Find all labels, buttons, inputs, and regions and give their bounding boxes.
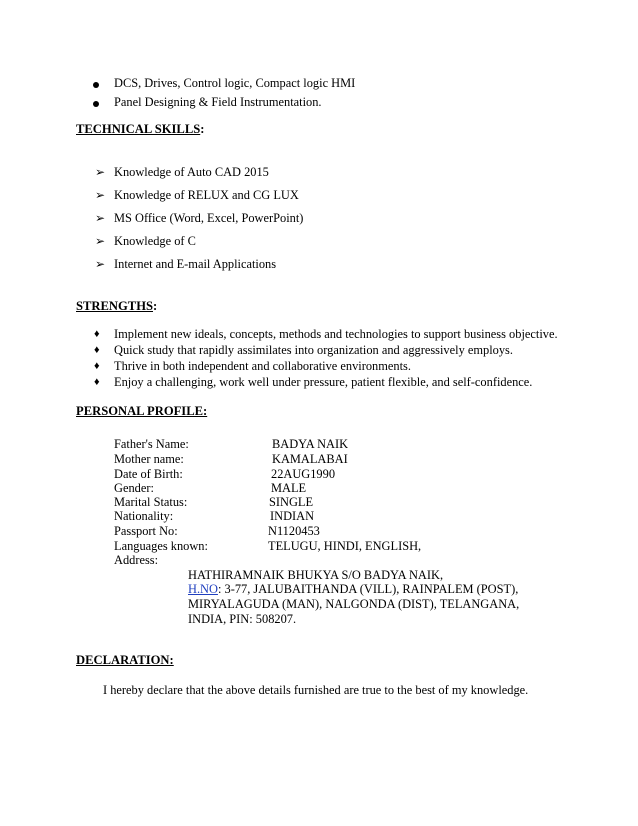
skill-item: Knowledge of RELUX and CG LUX (114, 188, 299, 202)
strengths-heading (76, 299, 157, 314)
technical-skills-heading-text: TECHNICAL SKILLS (76, 122, 201, 136)
address-label: Address: (114, 553, 159, 567)
profile-label: Passport No: (114, 524, 178, 538)
address-line: HATHIRAMNAIK BHUKYA S/O BADYA NAIK, (188, 568, 444, 582)
profile-label: Languages known: (114, 539, 208, 553)
skill-item: Knowledge of C (114, 234, 196, 248)
bullet-dot-icon (93, 101, 99, 107)
profile-value: N1120453 (268, 524, 320, 538)
heading-colon: : (153, 299, 158, 313)
profile-value: MALE (271, 481, 307, 495)
profile-label: Date of Birth: (114, 467, 183, 481)
strengths-heading-text: STRENGTHS (76, 299, 153, 313)
arrow-bullet-icon: ➢ (95, 257, 106, 271)
profile-value: TELUGU, HINDI, ENGLISH, (268, 539, 422, 553)
bullet-dot-icon (93, 82, 99, 88)
address-line: MIRYALAGUDA (MAN), NALGONDA (DIST), TELANGANA, (188, 597, 520, 611)
skill-item: MS Office (Word, Excel, PowerPoint) (114, 211, 304, 225)
heading-colon: : (200, 122, 205, 136)
strength-item: Thrive in both independent and collaborative environments. (114, 359, 411, 373)
diamond-bullet-icon: ♦ (94, 360, 100, 372)
top-bullet-text: DCS, Drives, Control logic, Compact logic HMI (114, 76, 356, 90)
profile-label: Father's Name: (114, 437, 189, 451)
address-line (188, 582, 518, 597)
diamond-bullet-icon: ♦ (94, 344, 100, 356)
arrow-bullet-icon: ➢ (95, 188, 106, 202)
declaration-heading-text: DECLARATION: (76, 653, 174, 667)
skill-item: Internet and E-mail Applications (114, 257, 277, 271)
strength-item: Quick study that rapidly assimilates into organization and aggressively employs. (114, 343, 513, 357)
declaration-heading (76, 653, 174, 668)
personal-profile-heading (76, 404, 207, 419)
address-line: INDIA, PIN: 508207. (188, 612, 297, 626)
profile-label: Marital Status: (114, 495, 188, 509)
arrow-bullet-icon: ➢ (95, 234, 106, 248)
declaration-text: I hereby declare that the above details furnished are true to the best of my knowledge. (103, 683, 529, 697)
address-line-rest: : 3-77, JALUBAITHANDA (VILL), RAINPALEM (POST), (217, 582, 519, 596)
profile-value: BADYA NAIK (272, 437, 349, 451)
profile-value: 22AUG1990 (271, 467, 336, 481)
profile-label: Gender: (114, 481, 154, 495)
house-number-link[interactable]: H.NO (188, 582, 218, 596)
diamond-bullet-icon: ♦ (94, 376, 100, 388)
diamond-bullet-icon: ♦ (94, 328, 100, 340)
profile-label: Nationality: (114, 509, 174, 523)
strength-item: Implement new ideals, concepts, methods and technologies to support business objective. (114, 327, 558, 341)
profile-label: Mother name: (114, 452, 184, 466)
top-bullet-text: Panel Designing & Field Instrumentation. (114, 95, 322, 109)
profile-value: KAMALABAI (272, 452, 348, 466)
technical-skills-heading (76, 122, 204, 137)
arrow-bullet-icon: ➢ (95, 165, 106, 179)
personal-profile-heading-text: PERSONAL PROFILE: (76, 404, 208, 418)
profile-value: SINGLE (269, 495, 314, 509)
strength-item: Enjoy a challenging, work well under pressure, patient flexible, and self-confidence. (114, 375, 533, 389)
arrow-bullet-icon: ➢ (95, 211, 106, 225)
profile-value: INDIAN (270, 509, 315, 523)
skill-item: Knowledge of Auto CAD 2015 (114, 165, 269, 179)
